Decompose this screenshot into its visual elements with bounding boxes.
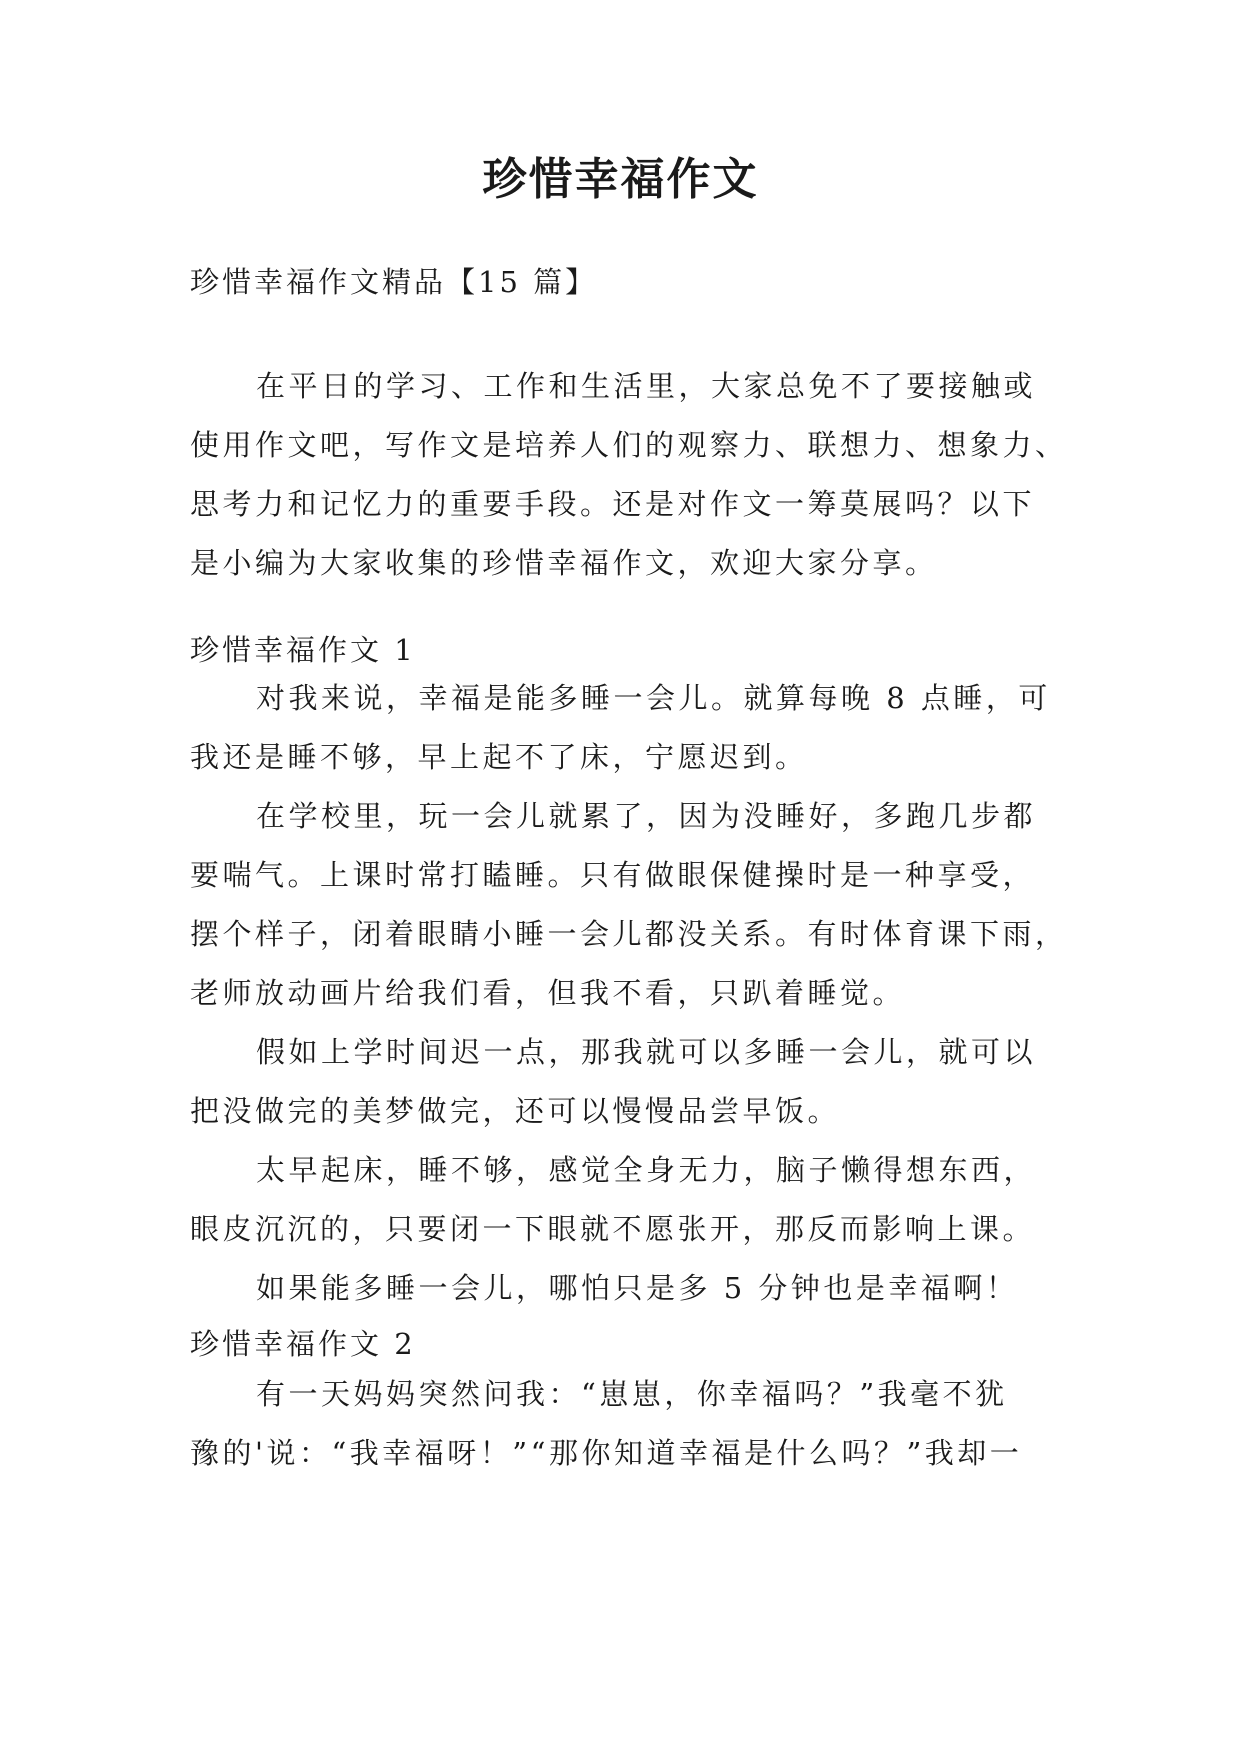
intro-line: 使用作文吧，写作文是培养人们的观察力、联想力、想象力、 [190,428,1068,462]
essay-2-paragraph-1 [190,1365,1070,1483]
essay-1-paragraph-1 [190,669,1070,787]
document-title: 珍惜幸福作文 [482,154,759,205]
intro-line: 在平日的学习、工作和生活里，大家总免不了要接触或 [256,369,1037,403]
essay-1-paragraph-2 [190,787,1070,1023]
paragraph-line: 有一天妈妈突然问我：“崽崽，你幸福吗？”我毫不犹 [256,1377,1008,1411]
paragraph-line: 假如上学时间迟一点，那我就可以多睡一会儿，就可以 [256,1035,1037,1069]
paragraph-line: 太早起床，睡不够，感觉全身无力，脑子懒得想东西， [256,1153,1037,1187]
intro-line: 思考力和记忆力的重要手段。还是对作文一筹莫展吗？以下 [190,487,1036,521]
paragraph-line: 老师放动画片给我们看，但我不看，只趴着睡觉。 [190,976,906,1010]
essay-1-paragraph-5 [190,1259,1070,1318]
paragraph-line: 对我来说，幸福是能多睡一会儿。就算每晚 8 点睡，可 [256,681,1051,715]
essay-1-heading: 珍惜幸福作文 1 [190,633,416,667]
essay-1-paragraph-4 [190,1141,1070,1259]
paragraph-line: 眼皮沉沉的，只要闭一下眼就不愿张开，那反而影响上课。 [190,1212,1036,1246]
paragraph-line: 把没做完的美梦做完，还可以慢慢品尝早饭。 [190,1094,841,1128]
intro-line: 是小编为大家收集的珍惜幸福作文，欢迎大家分享。 [190,546,938,580]
essay-2-heading: 珍惜幸福作文 2 [190,1327,416,1361]
paragraph-line: 豫的'说：“我幸福呀！”“那你知道幸福是什么吗？”我却一 [190,1436,1023,1470]
paragraph-line: 在学校里，玩一会儿就累了，因为没睡好，多跑几步都 [256,799,1037,833]
document-subtitle: 珍惜幸福作文精品【15 篇】 [190,265,598,299]
intro-paragraph [190,357,1070,593]
paragraph-line: 如果能多睡一会儿，哪怕只是多 5 分钟也是幸福啊！ [256,1271,1019,1305]
essay-1-paragraph-3 [190,1023,1070,1141]
paragraph-line: 要喘气。上课时常打瞌睡。只有做眼保健操时是一种享受， [190,858,1036,892]
paragraph-line: 摆个样子，闭着眼睛小睡一会儿都没关系。有时体育课下雨， [190,917,1068,951]
paragraph-line: 我还是睡不够，早上起不了床，宁愿迟到。 [190,740,808,774]
